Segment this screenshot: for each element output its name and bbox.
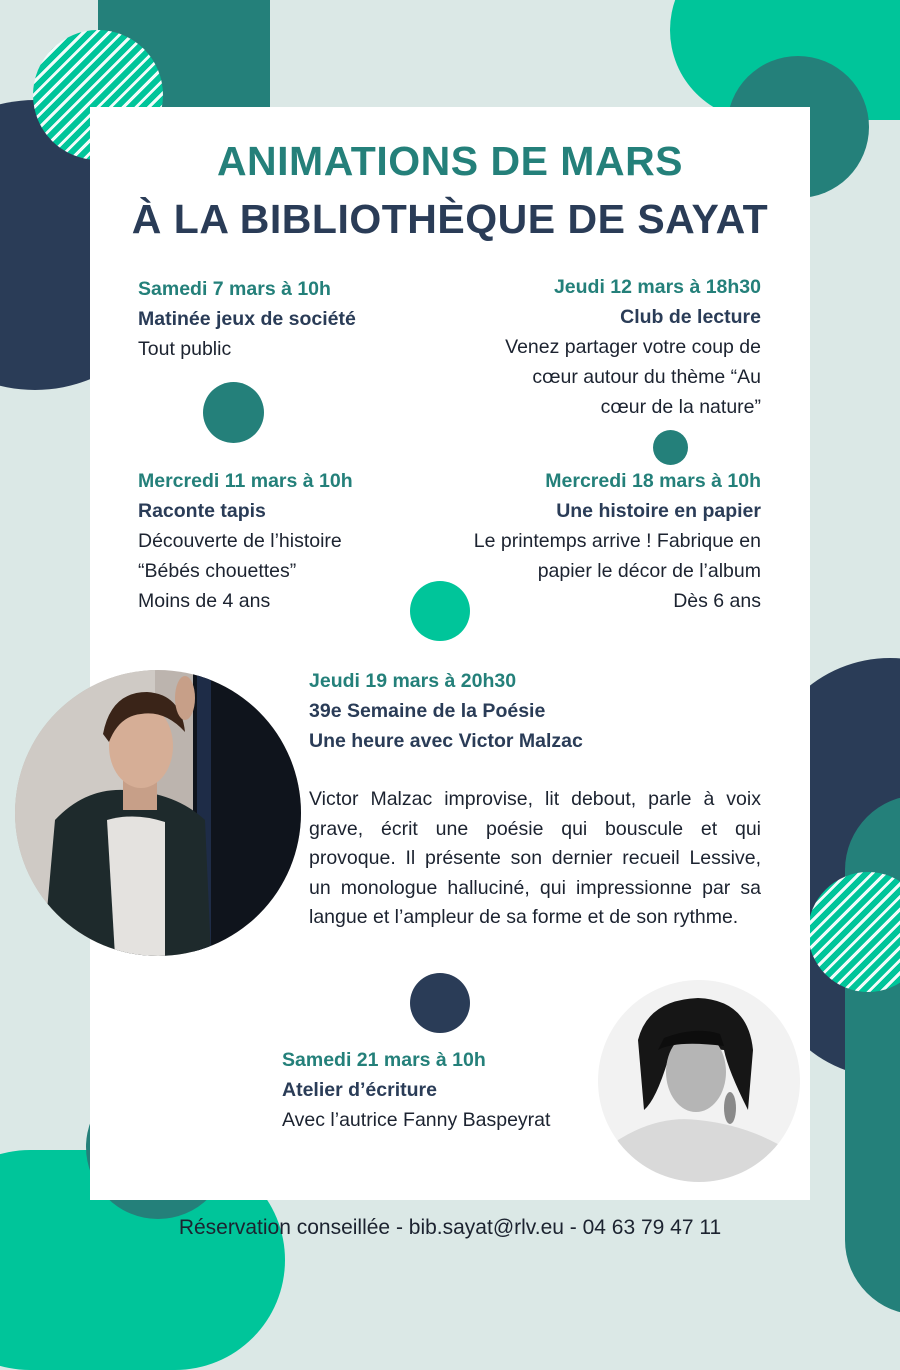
portrait-woman-image bbox=[598, 980, 800, 1182]
event-date: Mercredi 11 mars à 10h bbox=[138, 470, 353, 492]
event-samedi-7 bbox=[138, 274, 428, 364]
deco-dot-teal-2 bbox=[653, 430, 688, 465]
event-jeudi-12 bbox=[440, 272, 761, 422]
event-desc: cœur de la nature” bbox=[600, 396, 761, 418]
event-desc: Avec l’autrice Fanny Baspeyrat bbox=[282, 1109, 551, 1131]
event-title: 39e Semaine de la Poésie bbox=[309, 700, 546, 722]
event-desc: papier le décor de l’album bbox=[537, 560, 761, 582]
event-date: Jeudi 12 mars à 18h30 bbox=[553, 276, 761, 298]
event-desc: Tout public bbox=[138, 338, 232, 360]
event-desc: Moins de 4 ans bbox=[138, 590, 271, 612]
page-title-line1: ANIMATIONS DE MARS bbox=[216, 138, 684, 184]
deco-dot-navy bbox=[410, 973, 470, 1033]
page-title-line2: À LA BIBLIOTHÈQUE DE SAYAT bbox=[131, 196, 769, 242]
event-mercredi-11 bbox=[138, 466, 428, 616]
event-date: Mercredi 18 mars à 10h bbox=[545, 470, 761, 492]
deco-dot-teal-1 bbox=[203, 382, 264, 443]
event-desc: Venez partager votre coup de bbox=[505, 336, 761, 358]
event-desc: cœur autour du thème “Au bbox=[532, 366, 761, 388]
event-desc: Victor Malzac improvise, lit debout, parle à voix grave, écrit une poésie qui bouscule et qui provoque. Il présente son dernier recueil Lessive, un monologue halluciné, qui impressionne par sa langue et l’ampleur de sa forme et de son rythme. bbox=[309, 788, 761, 928]
event-desc: Le printemps arrive ! Fabrique en bbox=[473, 530, 761, 552]
event-desc: Dès 6 ans bbox=[673, 590, 761, 612]
event-title: Raconte tapis bbox=[138, 500, 266, 522]
event-date: Samedi 7 mars à 10h bbox=[138, 278, 331, 300]
event-samedi-21 bbox=[282, 1045, 602, 1135]
event-title: Matinée jeux de société bbox=[138, 308, 356, 330]
event-date: Jeudi 19 mars à 20h30 bbox=[309, 670, 517, 692]
portrait-man-image bbox=[15, 670, 301, 956]
event-subtitle: Une heure avec Victor Malzac bbox=[309, 730, 583, 752]
event-jeudi-19-description bbox=[309, 785, 761, 933]
event-desc: “Bébés chouettes” bbox=[138, 560, 297, 582]
event-date: Samedi 21 mars à 10h bbox=[282, 1049, 486, 1071]
event-mercredi-18 bbox=[420, 466, 761, 616]
event-title: Club de lecture bbox=[620, 306, 761, 328]
event-jeudi-19 bbox=[309, 666, 761, 756]
footer-reservation: Réservation conseillée - bib.sayat@rlv.eu - 04 63 79 47 11 bbox=[178, 1216, 722, 1239]
event-title: Une histoire en papier bbox=[556, 500, 761, 522]
event-desc: Découverte de l’histoire bbox=[138, 530, 342, 552]
event-title: Atelier d’écriture bbox=[282, 1079, 437, 1101]
fanny-baspeyrat-photo bbox=[598, 980, 800, 1182]
victor-malzac-photo bbox=[15, 670, 301, 956]
